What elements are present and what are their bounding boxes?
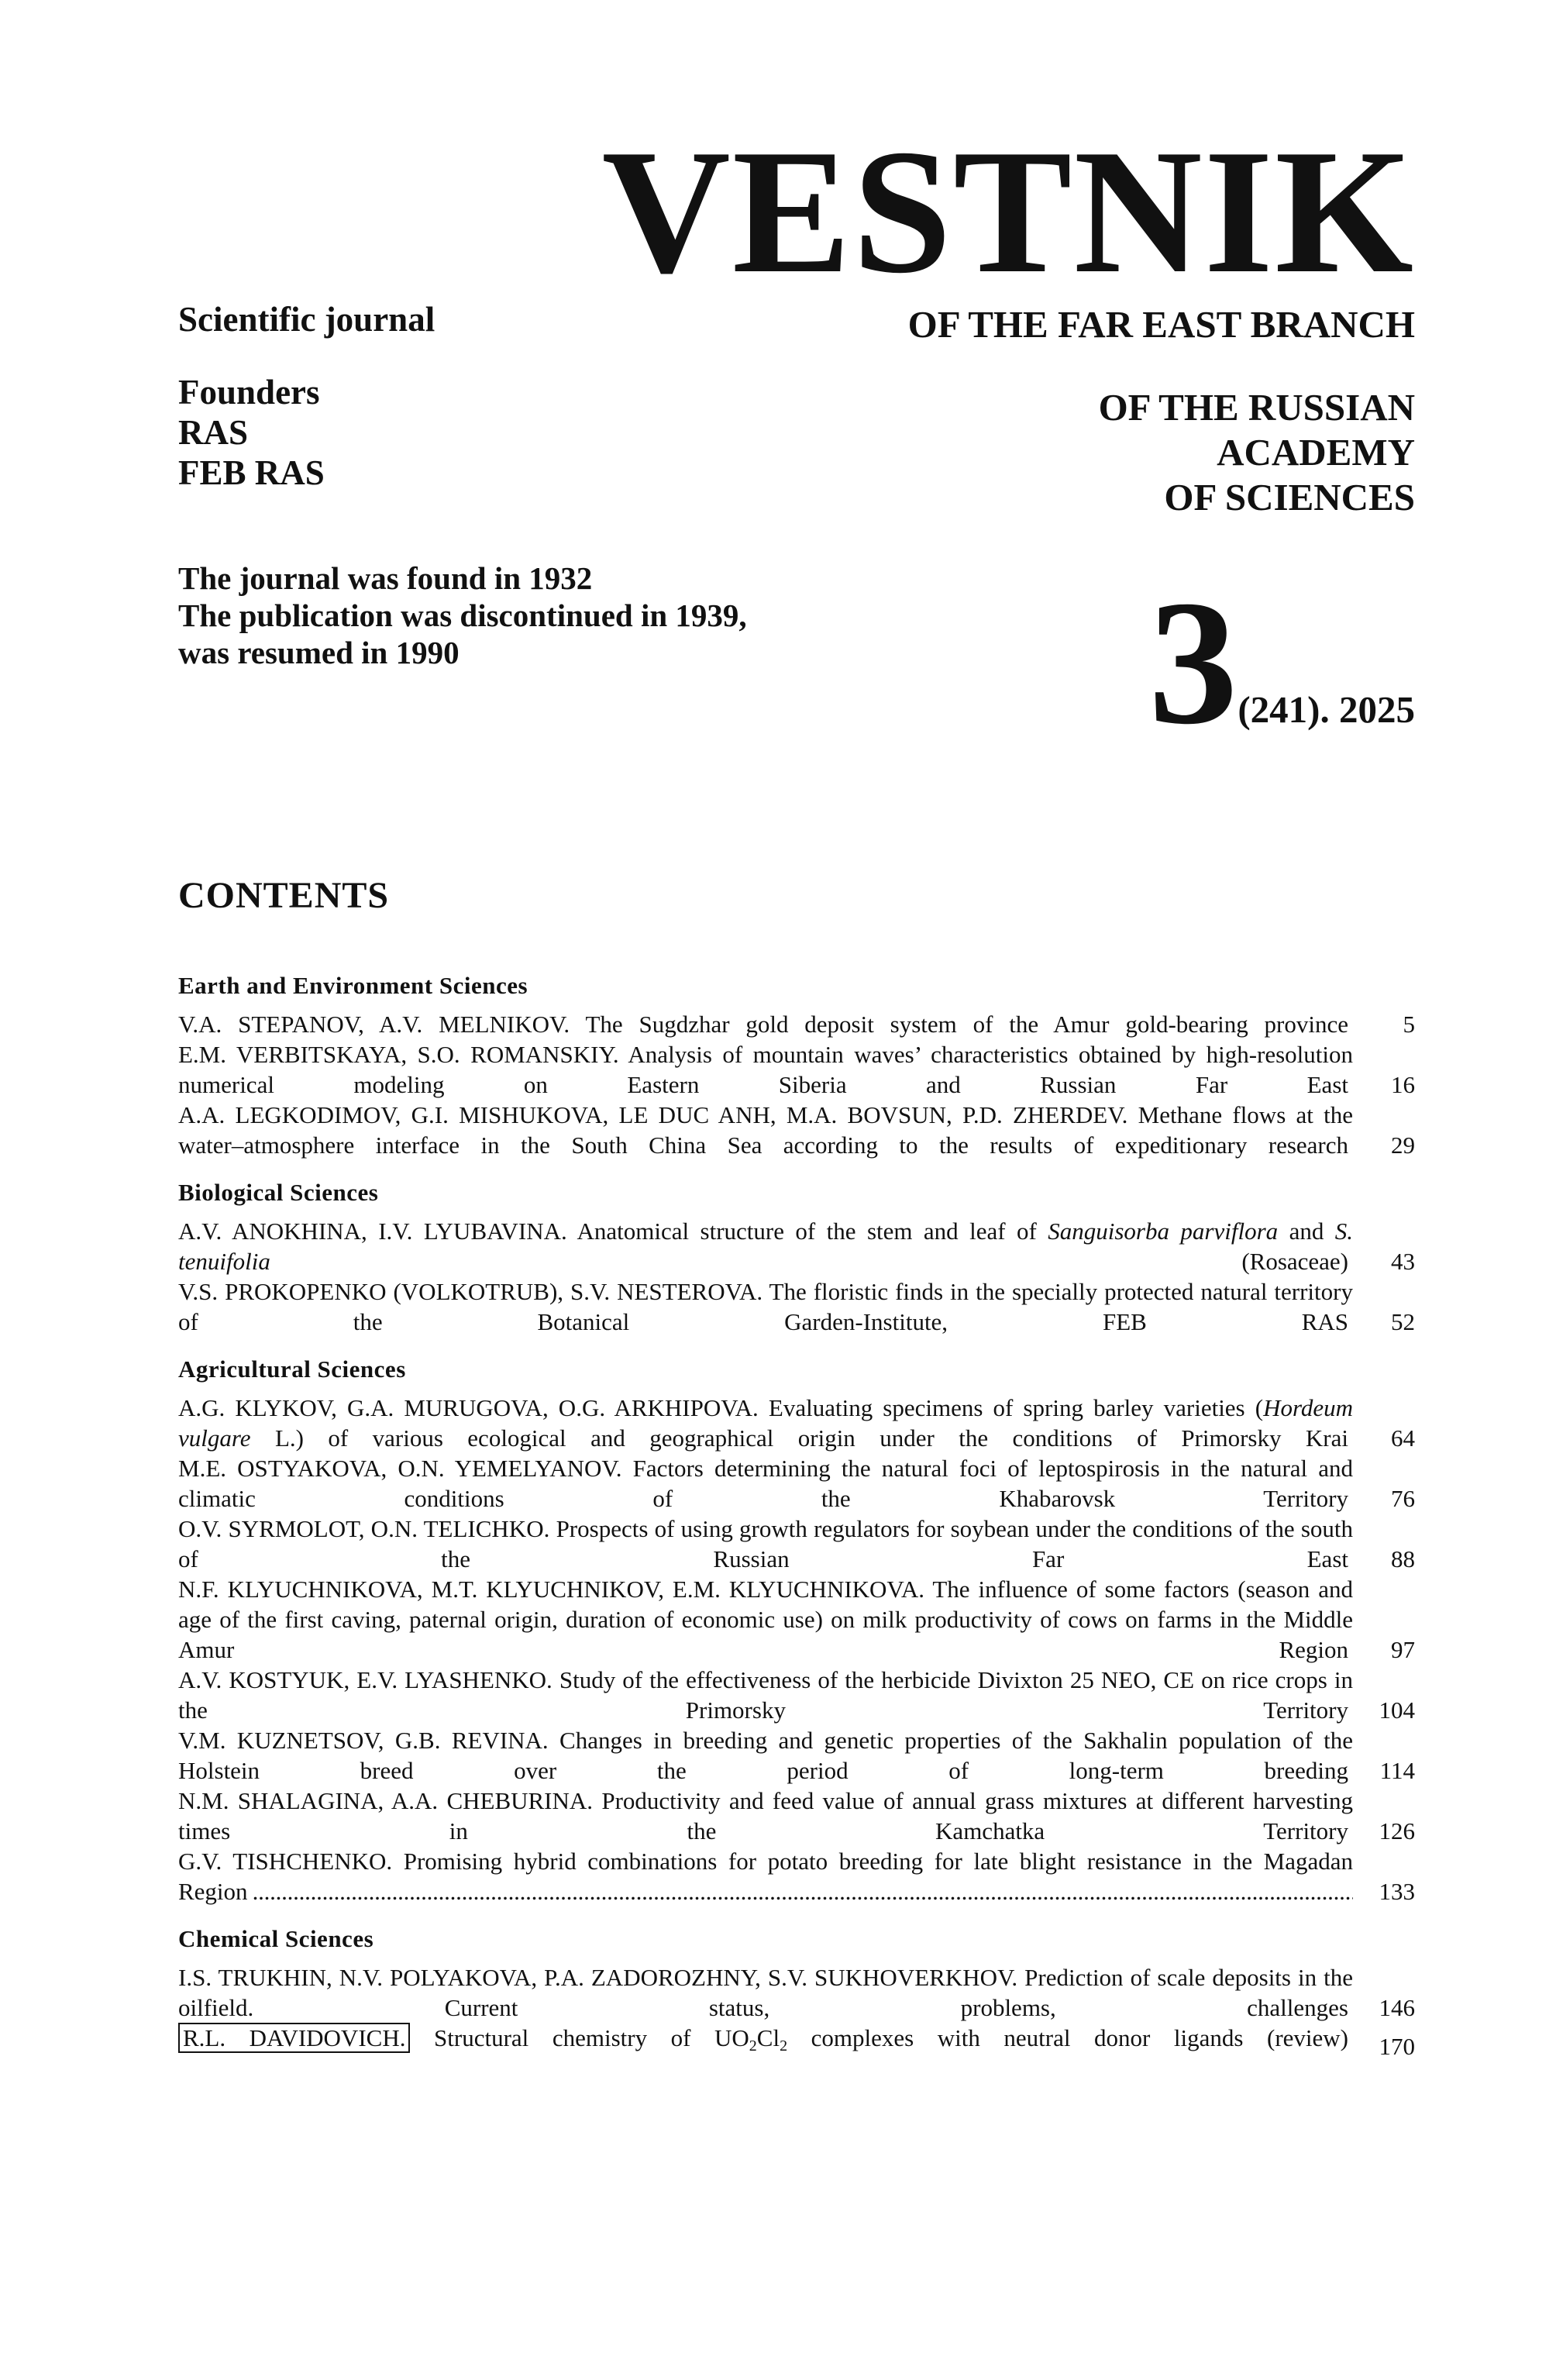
entry-authors: N.M. SHALAGINA, A.A. CHEBURINA. — [178, 1787, 594, 1814]
entry-page: 52 — [1391, 1308, 1415, 1335]
entry-title: Structural chemistry of $UO_2Cl_2$ complexes with neutral donor ligands (review) — [434, 2024, 1349, 2055]
entry-authors: O.V. SYRMOLOT, O.N. TELICHKO. — [178, 1515, 550, 1542]
entry-page: 114 — [1379, 1757, 1415, 1784]
section-earth-sciences: Earth and Environment Sciences — [178, 972, 528, 999]
entry-authors: E.M. VERBITSKAYA, S.O. ROMANSKIY. — [178, 1041, 619, 1068]
entry-authors: A.V. KOSTYUK, E.V. LYASHENKO. — [178, 1666, 553, 1693]
toc-entry[interactable] — [178, 1009, 1415, 1039]
contents-title: CONTENTS — [178, 875, 390, 916]
subtitle-far-east-branch: OF THE FAR EAST BRANCH — [907, 303, 1415, 346]
entry-authors: V.A. STEPANOV, A.V. MELNIKOV. — [178, 1011, 570, 1038]
entry-title: Anatomical structure of the stem and leaf of Sanguisorba parviflora and S. tenuifolia (Rosaceae) — [178, 1218, 1353, 1275]
entry-authors: I.S. TRUKHIN, N.V. POLYAKOVA, P.A. ZADOROZHNY, S.V. SUKHOVERKHOV. — [178, 1964, 1018, 1991]
entry-page: 29 — [1391, 1131, 1415, 1159]
founders-block — [178, 372, 325, 493]
entry-authors: A.V. ANOKHINA, I.V. LYUBAVINA. — [178, 1218, 567, 1245]
entry-title: Prospects of using growth regulators for soybean under the conditions of the south of the Russian Far East — [178, 1515, 1353, 1572]
entry-title: Factors determining the natural foci of leptospirosis in the natural and climatic conditions of the Khabarovsk Territory — [178, 1455, 1353, 1512]
entry-page: 133 — [1379, 1878, 1415, 1905]
toc-entry[interactable] — [178, 1276, 1415, 1337]
entry-title: Evaluating specimens of spring barley varieties (Hordeum vulgare L.) of various ecological and geographical origin under the conditions of Primorsky Krai — [178, 1394, 1353, 1452]
entry-authors: V.M. KUZNETSOV, G.B. REVINA. — [178, 1727, 549, 1754]
entry-page: 126 — [1379, 1817, 1415, 1844]
toc-entry[interactable] — [178, 1100, 1415, 1160]
entry-title: Productivity and feed value of annual grass mixtures at different harvesting times in the Kamchatka Territory — [178, 1787, 1353, 1844]
toc-entry[interactable] — [178, 1216, 1415, 1276]
entry-page: 88 — [1391, 1545, 1415, 1572]
entry-title: The Sugdzhar gold deposit system of the Amur gold-bearing province — [585, 1011, 1348, 1038]
founder-ras: RAS — [178, 413, 249, 452]
founder-feb-ras: FEB RAS — [178, 453, 325, 492]
history-line-3: was resumed in 1990 — [178, 635, 460, 670]
toc-entry[interactable] — [178, 1725, 1415, 1786]
journal-masthead: VESTNIK — [601, 112, 1415, 310]
entry-page: 170 — [1379, 2033, 1415, 2060]
issue-label — [1148, 563, 1415, 761]
subtitle-russian-academy — [1099, 385, 1415, 520]
founders-label: Founders — [178, 373, 320, 412]
entry-title: Methane flows at the water–atmosphere interface in the South China Sea according to the results of expeditionary research — [178, 1101, 1353, 1159]
entry-title: Analysis of mountain waves’ characteristics obtained by high-resolution numerical modeling on Eastern Siberia and Russian Far East — [178, 1041, 1353, 1098]
entry-title: Promising hybrid combinations for potato breeding for late blight resistance in the Magadan Region — [178, 1848, 1353, 1905]
toc-entry[interactable] — [178, 1514, 1415, 1574]
entry-authors: V.S. PROKOPENKO (VOLKOTRUB), S.V. NESTEROVA. — [178, 1278, 763, 1305]
toc-entry[interactable] — [178, 1962, 1415, 2023]
entry-authors: G.V. TISHCHENKO. — [178, 1848, 393, 1875]
entry-title: Study of the effectiveness of the herbicide Divixton 25 NEO, CE on rice crops in the Primorsky Territory — [178, 1666, 1353, 1724]
journal-type: Scientific journal — [178, 300, 435, 339]
entry-page: 16 — [1391, 1071, 1415, 1098]
entry-title: The influence of some factors (season and age of the first caving, paternal origin, duration of economic use) on milk productivity of cows on farms in the Middle Amur Region — [178, 1576, 1353, 1663]
section-agricultural-sciences: Agricultural Sciences — [178, 1355, 406, 1383]
entry-authors: A.G. KLYKOV, G.A. MURUGOVA, O.G. ARKHIPOVA. — [178, 1394, 759, 1421]
entry-page: 43 — [1391, 1248, 1415, 1275]
journal-history — [178, 560, 747, 671]
toc-entry[interactable] — [178, 1393, 1415, 1453]
entry-authors-memorial-box: R.L. DAVIDOVICH. — [178, 2023, 410, 2053]
toc-entry[interactable] — [178, 2023, 1415, 2061]
entry-page: 146 — [1379, 1994, 1415, 2021]
subtitle-line-4: OF SCIENCES — [1164, 476, 1415, 518]
toc-entry[interactable] — [178, 1786, 1415, 1846]
toc-entry[interactable] — [178, 1453, 1415, 1514]
entry-page: 97 — [1391, 1636, 1415, 1663]
toc-entry[interactable] — [178, 1665, 1415, 1725]
entry-title: Changes in breeding and genetic properties of the Sakhalin population of the Holstein breed over the period of long-term breeding — [178, 1727, 1353, 1784]
section-chemical-sciences: Chemical Sciences — [178, 1925, 374, 1952]
subtitle-line-2: OF THE RUSSIAN — [1098, 386, 1415, 429]
entry-authors: M.E. OSTYAKOVA, O.N. YEMELYANOV. — [178, 1455, 622, 1482]
toc-entry[interactable] — [178, 1846, 1415, 1906]
section-biological-sciences: Biological Sciences — [178, 1179, 379, 1206]
subtitle-line-3: ACADEMY — [1217, 431, 1415, 474]
entry-page: 76 — [1391, 1485, 1415, 1512]
toc-entry[interactable] — [178, 1574, 1415, 1665]
entry-page: 104 — [1379, 1696, 1415, 1724]
issue-year: (241). 2025 — [1238, 688, 1415, 731]
history-line-2: The publication was discontinued in 1939, — [178, 598, 747, 633]
table-of-contents — [178, 972, 1415, 2061]
entry-page: 64 — [1391, 1424, 1415, 1452]
entry-authors: A.A. LEGKODIMOV, G.I. MISHUKOVA, LE DUC ANH, M.A. BOVSUN, P.D. ZHERDEV. — [178, 1101, 1128, 1128]
entry-page: 5 — [1403, 1011, 1415, 1038]
entry-title: The floristic finds in the specially protected natural territory of the Botanical Garden-Institute, FEB RAS — [178, 1278, 1353, 1335]
issue-number: 3 — [1148, 563, 1238, 761]
history-line-1: The journal was found in 1932 — [178, 560, 593, 596]
entry-authors: N.F. KLYUCHNIKOVA, M.T. KLYUCHNIKOV, E.M. KLYUCHNIKOVA. — [178, 1576, 924, 1603]
toc-entry[interactable] — [178, 1039, 1415, 1100]
entry-title: Prediction of scale deposits in the oilfield. Current status, problems, challenges — [178, 1964, 1353, 2021]
